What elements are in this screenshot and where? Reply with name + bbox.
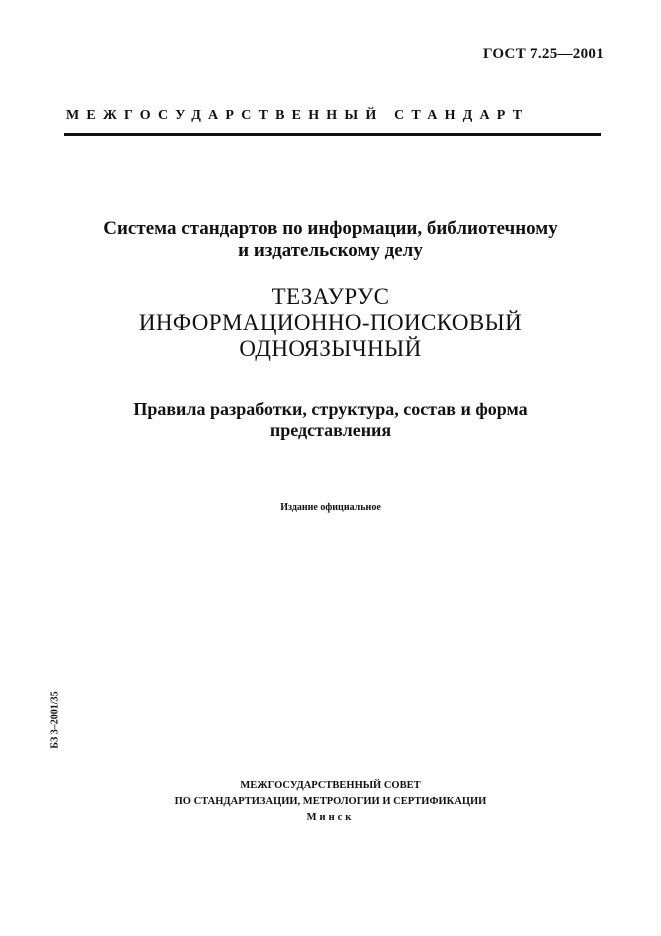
series-title-line-1: Система стандартов по информации, библиотечному (103, 218, 558, 239)
header-divider (64, 133, 601, 136)
document-title-line-2: ИНФОРМАЦИОННО-ПОИСКОВЫЙ (138, 310, 523, 335)
edition-note: Издание официальное (280, 502, 381, 513)
publisher-city: Минск (306, 812, 355, 823)
document-subtitle-line-2: представления (269, 420, 392, 440)
document-subtitle-line-1: Правила разработки, структура, состав и форма (133, 399, 528, 419)
series-title (0, 218, 661, 262)
publisher-line-1: МЕЖГОСУДАРСТВЕННЫЙ СОВЕТ (240, 780, 421, 791)
document-subtitle (0, 399, 661, 441)
document-number: ГОСТ 7.25—2001 (482, 46, 604, 62)
standard-type-heading: МЕЖГОСУДАРСТВЕННЫЙ СТАНДАРТ (66, 108, 530, 123)
publisher-block (0, 778, 661, 826)
document-title-line-1: ТЕЗАУРУС (271, 284, 390, 309)
catalog-code: БЗ 3–2001/35 (49, 691, 61, 749)
series-title-line-2: и издательскому делу (238, 240, 423, 261)
publisher-line-2: ПО СТАНДАРТИЗАЦИИ, МЕТРОЛОГИИ И СЕРТИФИКАЦИИ (174, 796, 487, 807)
document-title-line-3: ОДНОЯЗЫЧНЫЙ (239, 336, 422, 361)
document-title (0, 284, 661, 362)
